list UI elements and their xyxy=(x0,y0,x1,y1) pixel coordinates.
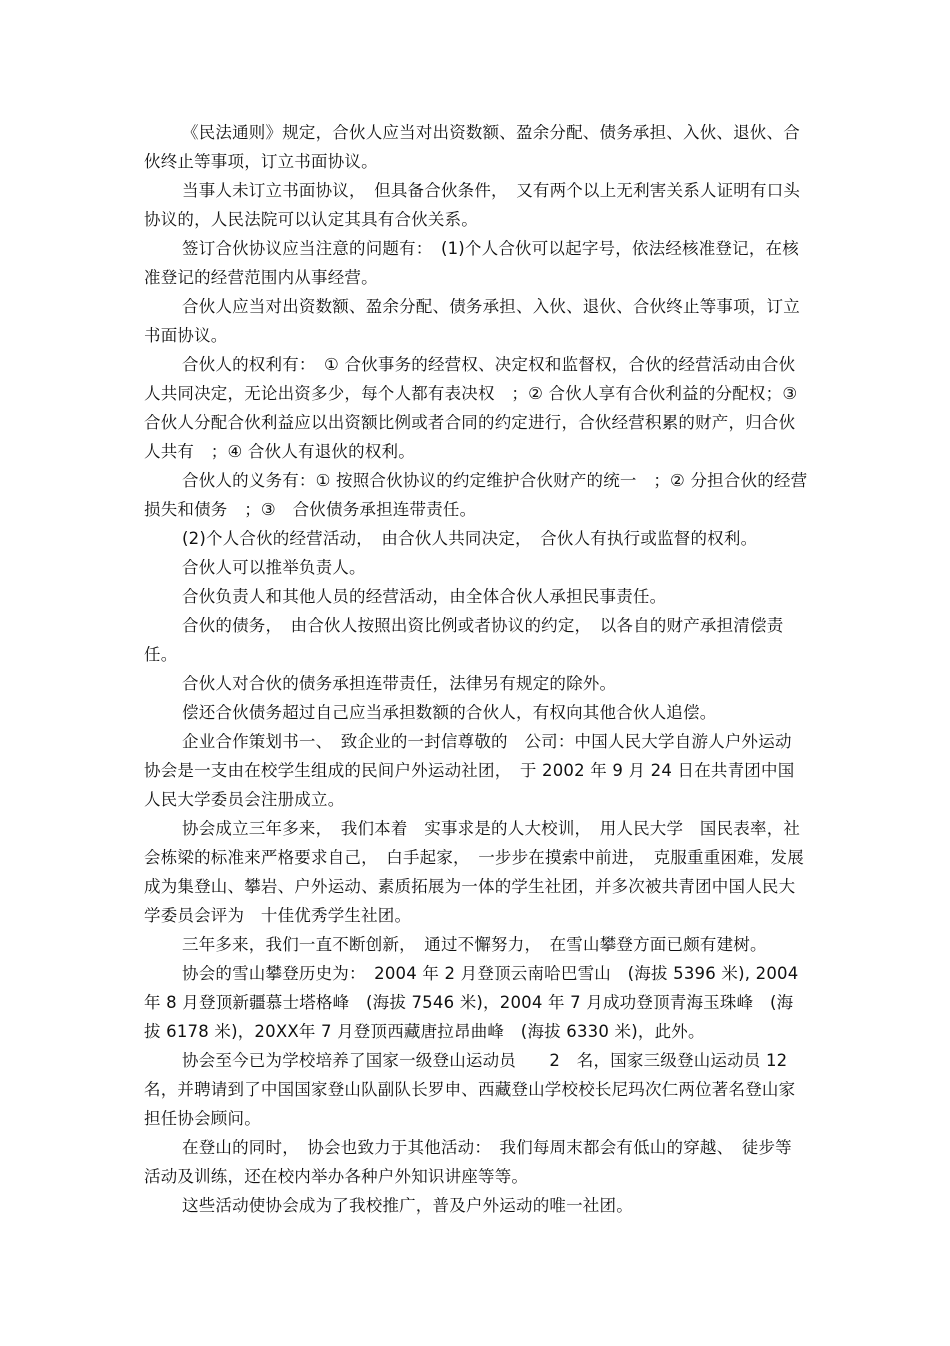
document-body xyxy=(144,118,808,1220)
paragraph: 合伙负责人和其他人员的经营活动，由全体合伙人承担民事责任。 xyxy=(182,587,667,606)
paragraph: 当事人未订立书面协议， 但具备合伙条件， 又有两个以上无利害关系人证明有口头协议的，人民法院可以认定其具有合伙关系。 xyxy=(144,181,801,229)
paragraph: 合伙人可以推举负责人。 xyxy=(182,558,366,577)
paragraph: 在登山的同时， 协会也致力于其他活动： 我们每周末都会有低山的穿越、 徒步等活动及训练，还在校内举办各种户外知识讲座等等。 xyxy=(144,1138,792,1186)
paragraph: 协会的雪山攀登历史为： 2004 年 2 月登顶云南哈巴雪山 (海拔 5396 米), 2004 年 8 月登顶新疆慕士塔格峰 (海拔 7546 米)，2004 年 7 月成功登顶青海玉珠峰 (海拔 6178 米)，20XX年 7 月登顶西藏唐拉昂曲峰 (海拔 6330 米)，此外。 xyxy=(144,964,799,1041)
paragraph: 偿还合伙债务超过自己应当承担数额的合伙人，有权向其他合伙人追偿。 xyxy=(182,703,717,722)
paragraph: 三年多来，我们一直不断创新， 通过不懈努力， 在雪山攀登方面已颇有建树。 xyxy=(182,935,767,954)
paragraph: 协会至今已为学校培养了国家一级登山运动员 2 名，国家三级登山运动员 12 名，并聘请到了中国国家登山队副队长罗申、西藏登山学校校长尼玛次仁两位著名登山家担任协会顾问。 xyxy=(144,1051,805,1128)
paragraph: 这些活动使协会成为了我校推广，普及户外运动的唯一社团。 xyxy=(182,1196,633,1215)
paragraph: 合伙人应当对出资数额、盈余分配、债务承担、入伙、退伙、合伙终止等事项，订立书面协议。 xyxy=(144,297,800,345)
paragraph: 《民法通则》规定，合伙人应当对出资数额、盈余分配、债务承担、入伙、退伙、合伙终止等事项，订立书面协议。 xyxy=(144,123,800,171)
paragraph: 合伙人的义务有：① 按照合伙协议的约定维护合伙财产的统一 ；② 分担合伙的经营损失和债务 ；③ 合伙债务承担连带责任。 xyxy=(144,471,808,519)
paragraph: 企业合作策划书一、 致企业的一封信尊敬的 公司：中国人民大学自游人户外运动协会是一支由在校学生组成的民间户外运动社团， 于 2002 年 9 月 24 日在共青团中国人民大学委员会注册成立。 xyxy=(144,732,795,809)
paragraph: (2)个人合伙的经营活动， 由合伙人共同决定， 合伙人有执行或监督的权利。 xyxy=(182,529,758,548)
paragraph: 合伙人的权利有： ① 合伙事务的经营权、决定权和监督权，合伙的经营活动由合伙人共同决定，无论出资多少，每个人都有表决权 ；② 合伙人享有合伙利益的分配权；③ 合伙人分配合伙利益应以出资额比例或者合同的约定进行，合伙经营积累的财产，归合伙人共有 ；④ 合伙人有退伙的权利。 xyxy=(144,355,798,461)
paragraph: 合伙人对合伙的债务承担连带责任，法律另有规定的除外。 xyxy=(182,674,617,693)
paragraph: 签订合伙协议应当注意的问题有： (1)个人合伙可以起字号，依法经核准登记，在核准登记的经营范围内从事经营。 xyxy=(144,239,799,287)
paragraph: 合伙的债务， 由合伙人按照出资比例或者协议的约定， 以各自的财产承担清偿责任。 xyxy=(144,616,784,664)
paragraph: 协会成立三年多来， 我们本着 实事求是的人大校训， 用人民大学 国民表率，社会栋梁的标准来严格要求自己， 白手起家， 一步步在摸索中前进， 克服重重困难，发展成为集登山、攀岩、户外运动、素质拓展为一体的学生社团，并多次被共青团中国人民大学委员会评为 十佳优秀学生社团。 xyxy=(144,819,804,925)
